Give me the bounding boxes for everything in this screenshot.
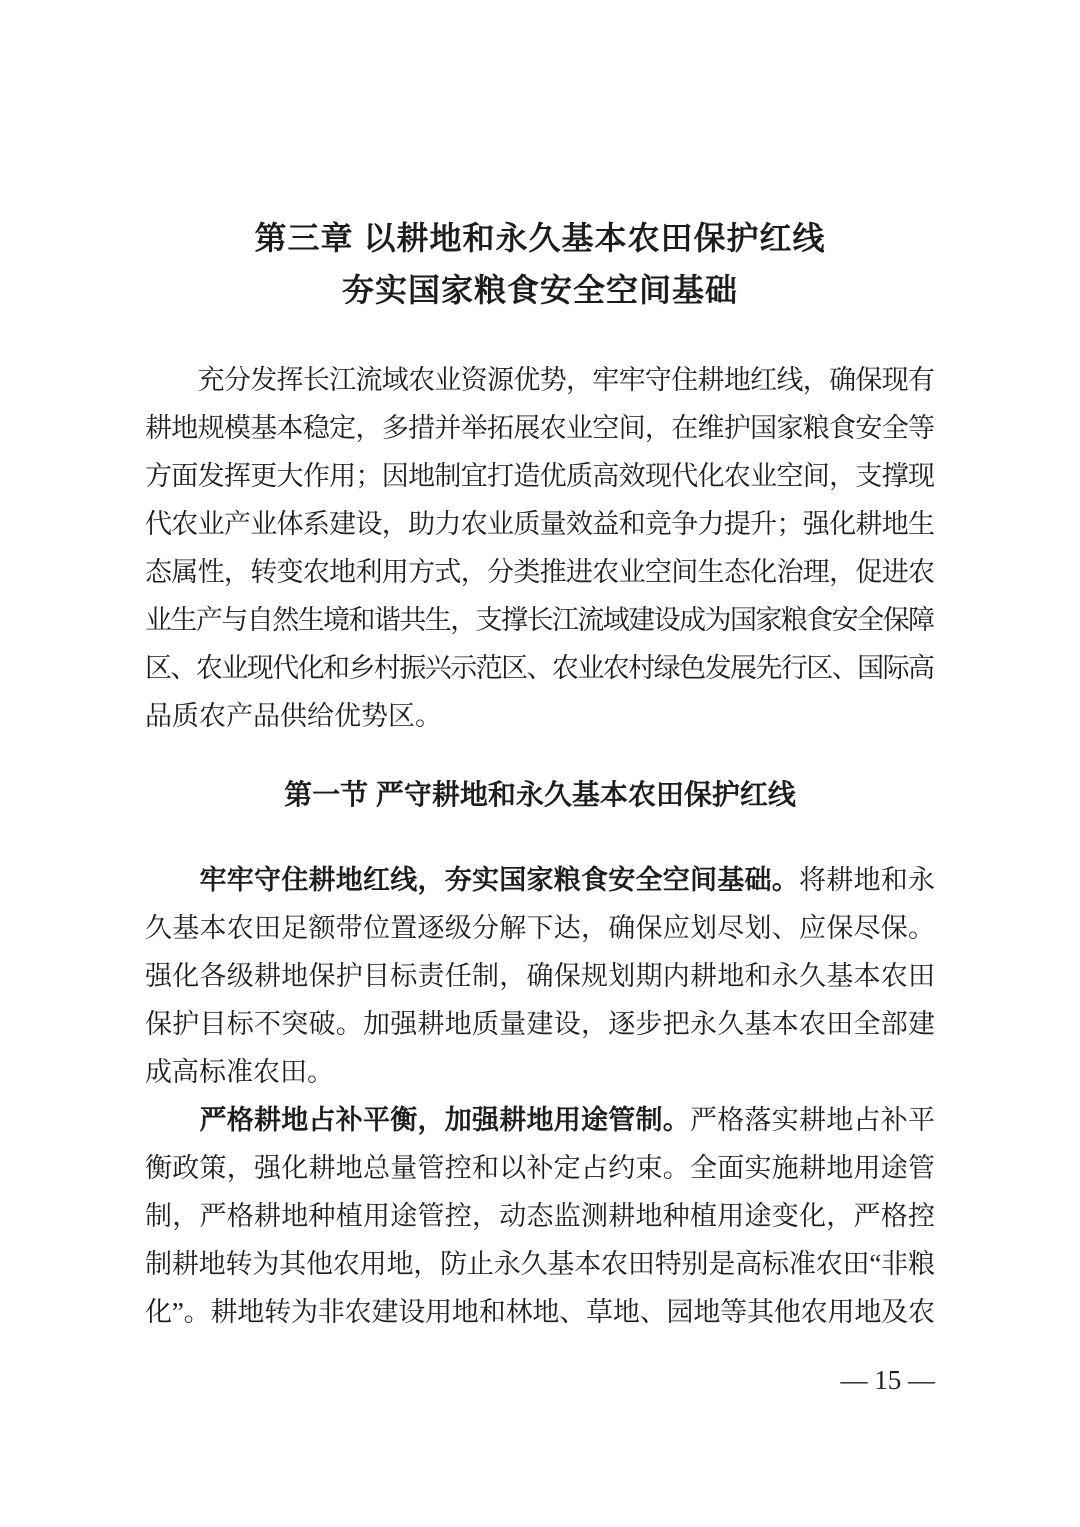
text-line: 品质农产品供给优势区。 [145,701,442,731]
text-line: 耕地规模基本稳定，多措并举拓展农业空间，在维护国家粮食安全等 [145,413,935,443]
text-line: 严格耕地占补平衡，加强耕地用途管制。严格落实耕地占补平 [145,1105,936,1135]
bold-lead-text: 严格耕地占补平衡，加强耕地用途管制。 [145,1105,690,1135]
text-line: 久基本农田足额带位置逐级分解下达，确保应划尽划、应保尽保。 [145,913,936,943]
section-heading: 第一节 严守耕地和永久基本农田保护红线 [284,779,796,810]
text-line: 制耕地转为其他农用地，防止永久基本农田特别是高标准农田“非粮 [145,1249,935,1279]
text-line: 牢牢守住耕地红线，夯实国家粮食安全空间基础。将耕地和永 [145,865,936,895]
paragraph-farmland-redline [145,856,935,1096]
text-line: 业生产与自然生境和谐共生，支撑长江流域建设成为国家粮食安全保障 [145,605,934,635]
bold-lead-text: 牢牢守住耕地红线，夯实国家粮食安全空间基础。 [145,865,799,895]
text-line: 方面发挥更大作用；因地制宜打造优质高效现代化农业空间，支撑现 [145,461,935,491]
text-line: 态属性，转变农地利用方式，分类推进农业空间生态化治理，促进农 [145,557,935,587]
paragraph-occupation-balance [145,1096,935,1336]
text-line: 代农业产业体系建设，助力农业质量效益和竞争力提升；强化耕地生 [145,509,935,539]
page-footer [145,1364,935,1396]
text-line: 成高标准农田。 [145,1057,334,1087]
text-line: 区、农业现代化和乡村振兴示范区、农业农村绿色发展先行区、国际高 [145,653,934,683]
chapter-title-line2: 夯实国家粮食安全空间基础 [341,272,738,308]
text-line: 制，严格耕地种植用途管控，动态监测耕地种植用途变化，严格控 [145,1201,936,1231]
text-line: 充分发挥长江流域农业资源优势，牢牢守住耕地红线，确保现有 [145,365,935,395]
page-number: — 15 — [840,1365,935,1395]
text-line: 衡政策，强化耕地总量管控和以补定占约束。全面实施耕地用途管 [145,1153,936,1183]
chapter-title [145,212,935,316]
intro-paragraph [145,356,935,740]
text-line: 化”。耕地转为非农建设用地和林地、草地、园地等其他农用地及农 [145,1297,935,1327]
text-line: 保护目标不突破。加强耕地质量建设，逐步把永久基本农田全部建 [145,1009,936,1039]
text-line: 强化各级耕地保护目标责任制，确保规划期内耕地和永久基本农田 [145,961,936,991]
chapter-title-line1: 第三章 以耕地和永久基本农田保护红线 [254,220,826,256]
